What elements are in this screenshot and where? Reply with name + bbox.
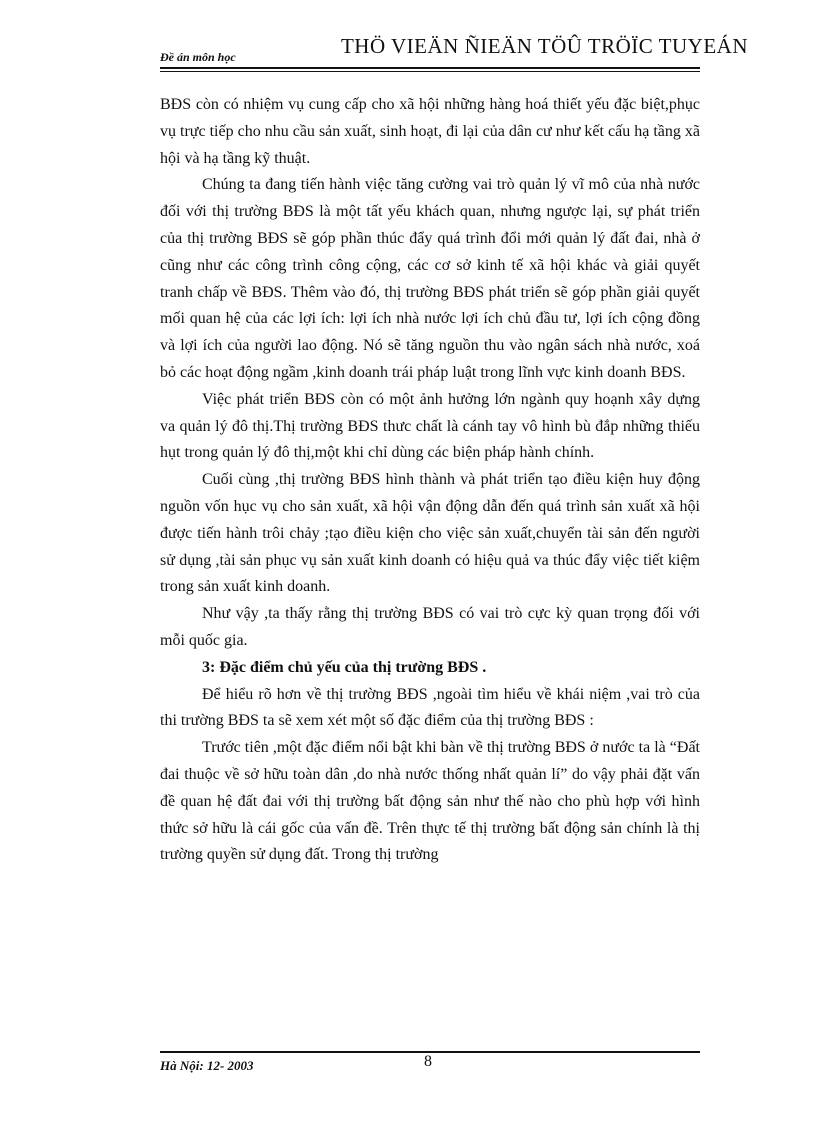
page-header (160, 30, 748, 70)
paragraph: Việc phát triển BĐS còn có một ảnh hưởng lớn ngành quy hoạnh xây dựng va quản lý đô thị.Thị trường BĐS thưc chất là cánh tay vô hình bù đắp những thiếu hụt trong quản lý đô thị,một khi chỉ dùng các biện pháp hành chính. (160, 390, 700, 462)
header-rule-thin (160, 71, 700, 72)
paragraph: Như vậy ,ta thấy rằng thị trường BĐS có vai trò cực kỳ quan trọng đối với mỗi quốc gia. (160, 605, 700, 649)
paragraph: Chúng ta đang tiến hành việc tăng cường vai trò quản lý vĩ mô của nhà nước đối với thị trường BĐS là một tất yếu khách quan, nhưng ngược lại, sự phát triển của thị trường BĐS sẽ góp phần thúc đẩy quá trình đổi mới quản lý đất đai, nhà ở cũng như các công trình công cộng, các cơ sở kinh tế xã hội khác và giải quyết tranh chấp về BĐS. Thêm vào đó, thị trường BĐS phát triển sẽ góp phần giải quyết mối quan hệ của các lợi ích: lợi ích nhà nước lợi ích chủ đầu tư, lợi ích cộng đồng và lợi ích của người lao động. Nó sẽ tăng nguồn thu vào ngân sách nhà nước, xoá bỏ các hoạt động ngầm ,kinh doanh trái pháp luật trong lĩnh vực kinh doanh BĐS. (160, 176, 700, 381)
paragraph: Cuối cùng ,thị trường BĐS hình thành và phát triển tạo điều kiện huy động nguồn vốn hục vụ cho sản xuất, xã hội vận động dẫn đến quá trình sản xuất xã hội được tiến hành trôi chảy ;tạo điều kiện cho việc sản xuất,chuyển tài sản đến người sử dụng ,tài sản phục vụ sản xuất kinh doanh có hiệu quả va thúc đẩy việc tiết kiệm trong sản xuất kinh doanh. (160, 471, 700, 596)
header-library-title: THÖ VIEÄN ÑIEÄN TÖÛ TRÖÏC TUYEÁN (340, 34, 748, 58)
document-body (160, 92, 700, 869)
paragraph: Để hiểu rõ hơn về thị trường BĐS ,ngoài tìm hiểu về khái niệm ,vai trò của thi trường BĐS ta sẽ xem xét một số đặc điểm của thị trường BĐS : (160, 685, 700, 730)
footer-location-date: Hà Nội: 12- 2003 (160, 1058, 254, 1073)
page-number: 8 (424, 1053, 432, 1070)
header-rule (160, 67, 700, 69)
paragraph: BĐS còn có nhiệm vụ cung cấp cho xã hội những hàng hoá thiết yếu đặc biệt,phục vụ trực tiếp cho nhu cầu sản xuất, sinh hoạt, đi lại của dân cư như kết cấu hạ tầng xã hội và hạ tầng kỹ thuật. (160, 96, 700, 167)
section-heading: 3: Đặc điểm chủ yếu của thị trường BĐS . (202, 658, 487, 676)
paragraph: Trước tiên ,một đặc điểm nổi bật khi bàn về thị trường BĐS ở nước ta là “Đất đai thuộc về sở hữu toàn dân ,do nhà nước thống nhất quản lí” do vậy phải đặt vấn đề quan hệ đất đai với thị trường bất động sản như thế nào cho phù hợp với hình thức sở hữu là cái gốc của vấn đề. Trên thực tế thị trường bất động sản chính là thị trường quyền sử dụng đất. Trong thị trường (160, 739, 700, 864)
header-course-label: Đề án môn học (160, 50, 236, 64)
